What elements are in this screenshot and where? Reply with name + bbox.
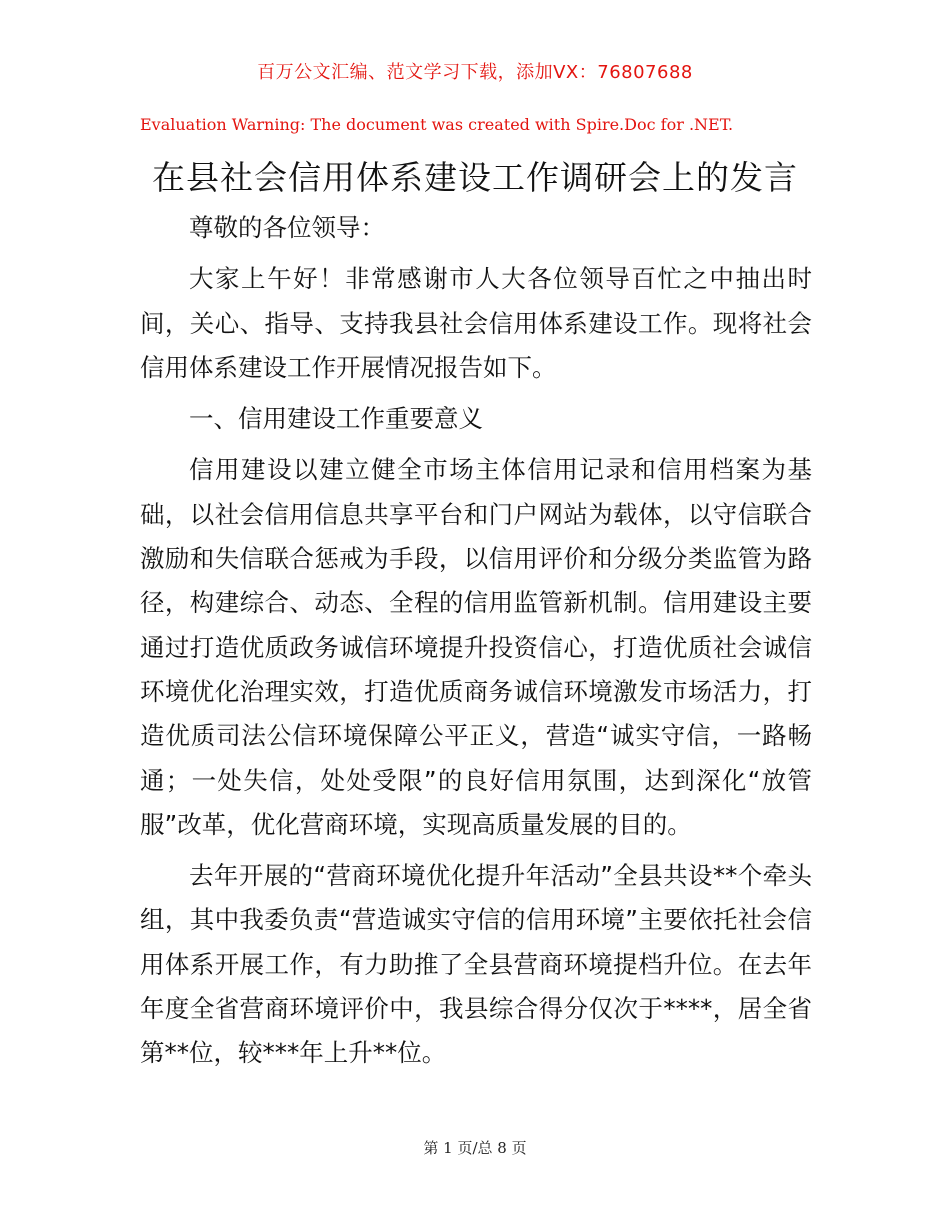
document-body xyxy=(140,206,812,1076)
paragraph-significance: 信用建设以建立健全市场主体信用记录和信用档案为基础，以社会信用信息共享平台和门户网站为载体，以守信联合激励和失信联合惩戒为手段，以信用评价和分级分类监管为路径，构建综合、动态、全程的信用监管新机制。信用建设主要通过打造优质政务诚信环境提升投资信心，打造优质社会诚信环境优化治理实效，打造优质商务诚信环境激发市场活力，打造优质司法公信环境保障公平正义，营造“诚实守信，一路畅通；一处失信，处处受限”的良好信用氛围，达到深化“放管服”改革，优化营商环境，实现高质量发展的目的。 xyxy=(140,455,812,839)
document-title: 在县社会信用体系建设工作调研会上的发言 xyxy=(152,158,798,197)
paragraph-intro: 大家上午好！非常感谢市人大各位领导百忙之中抽出时间，关心、指导、支持我县社会信用体系建设工作。现将社会信用体系建设工作开展情况报告如下。 xyxy=(140,264,812,382)
salutation: 尊敬的各位领导： xyxy=(189,213,385,242)
evaluation-warning: Evaluation Warning: The document was created with Spire.Doc for .NET. xyxy=(140,115,734,134)
section-heading: 一、信用建设工作重要意义 xyxy=(189,404,483,434)
paragraph-activity: 去年开展的“营商环境优化提升年活动”全县共设**个牵头组，其中我委负责“营造诚实守信的信用环境”主要依托社会信用体系开展工作，有力助推了全县营商环境提档升位。在去年年度全省营商环境评价中，我县综合得分仅次于****，居全省第**位，较***年上升**位。 xyxy=(140,861,812,1068)
header-banner: 百万公文汇编、范文学习下载，添加VX：76807688 xyxy=(257,62,693,83)
page-number: 第 1 页/总 8 页 xyxy=(423,1139,527,1157)
